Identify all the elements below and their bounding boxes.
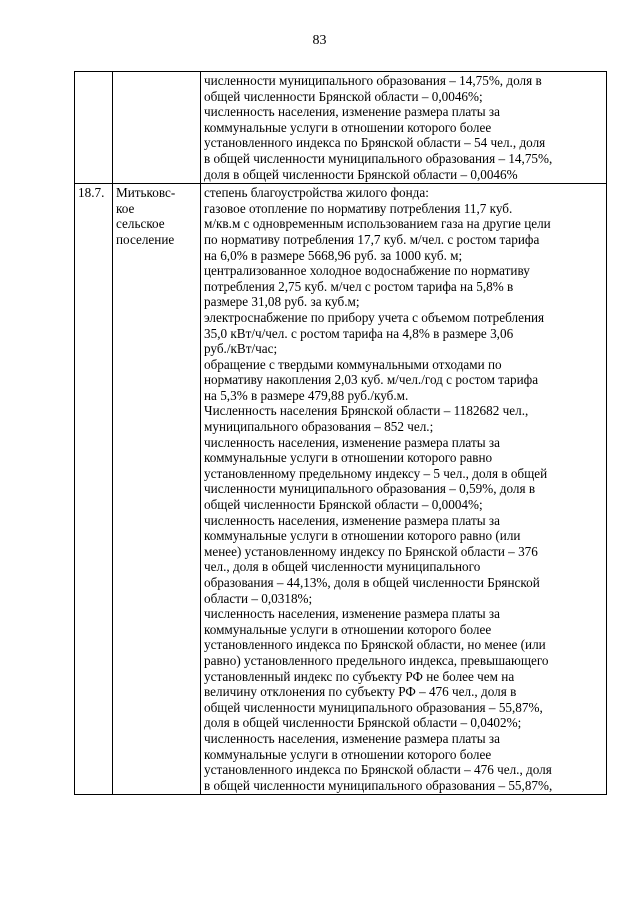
description-line: численность населения, изменение размера платы за	[204, 512, 500, 528]
description-line: руб./кВт/час;	[204, 341, 278, 357]
description-line: коммунальные услуги в отношении которого равно	[204, 450, 493, 466]
description-line: размере 31,08 руб. за куб.м;	[204, 294, 360, 310]
description-line: численность населения, изменение размера платы за	[204, 104, 500, 120]
description-line: коммунальные услуги в отношении которого более	[204, 119, 492, 135]
description-line: установленного индекса по Брянской области, но менее (или	[204, 637, 546, 653]
description-line: доля в общей численности Брянской области – 0,0046%	[204, 166, 518, 182]
description-line: коммунальные услуги в отношении которого более	[204, 621, 492, 637]
description-line: установленному предельному индексу – 5 чел., доля в общей	[204, 465, 548, 481]
description-line: установленного индекса по Брянской области – 54 чел., доля	[204, 135, 546, 151]
description-line: численность населения, изменение размера платы за	[204, 434, 500, 450]
description-line: общей численности муниципального образования – 55,87%,	[204, 699, 543, 715]
description-line: потребления 2,75 куб. м/чел с ростом тарифа на 5,8% в	[204, 278, 514, 294]
description-line: области – 0,0318%;	[204, 590, 313, 606]
description-line: численность населения, изменение размера платы за	[204, 606, 500, 622]
table-body	[75, 72, 607, 795]
description-cell	[201, 184, 607, 795]
municipality-name-line: сельское	[116, 216, 165, 232]
table-row	[75, 184, 607, 795]
description-line: на 6,0% в размере 5668,96 руб. за 1000 куб. м;	[204, 247, 463, 263]
description-line: равно) установленного предельного индекса, превышающего	[204, 652, 549, 668]
description-line: общей численности Брянской области – 0,0046%;	[204, 88, 483, 104]
description-line: газовое отопление по нормативу потребления 11,7 куб.	[204, 200, 513, 216]
description-line: численности муниципального образования – 14,75%, доля в	[204, 73, 542, 88]
row-number-cell: 18.7.	[75, 184, 113, 795]
description-line: образования – 44,13%, доля в общей численности Брянской	[204, 575, 540, 590]
description-line: по нормативу потребления 17,7 куб. м/чел. с ростом тарифа	[204, 231, 540, 247]
description-line: общей численности Брянской области – 0,0004%;	[204, 497, 483, 513]
document-table	[74, 71, 607, 795]
description-line: в общей численности муниципального образования – 55,87%,	[204, 777, 553, 793]
description-line: коммунальные услуги в отношении которого равно (или	[204, 528, 521, 544]
description-line: доля в общей численности Брянской области – 0,0402%;	[204, 715, 522, 731]
description-line: нормативу накопления 2,03 куб. м/чел./год с ростом тарифа	[204, 372, 539, 388]
description-line: в общей численности муниципального образования – 14,75%,	[204, 150, 553, 166]
municipality-name-line: кое	[116, 200, 135, 216]
municipality-name-line: поселение	[116, 231, 175, 247]
municipality-name-cell	[113, 184, 201, 795]
description-line: чел., доля в общей численности муниципального	[204, 559, 481, 575]
row-number-cell	[75, 72, 113, 184]
description-line: Численность населения Брянской области – 1182682 чел.,	[204, 403, 529, 419]
municipality-name-line: Митьковс-	[116, 185, 176, 201]
municipality-name-cell	[113, 72, 201, 184]
description-line: электроснабжение по прибору учета с объемом потребления	[204, 309, 545, 325]
description-line: величину отклонения по субъекту РФ – 476 чел., доля в	[204, 684, 517, 700]
description-line: на 5,3% в размере 479,88 руб./куб.м.	[204, 387, 409, 403]
description-line: муниципального образования – 852 чел.;	[204, 419, 434, 435]
description-line: централизованное холодное водоснабжение по нормативу	[204, 263, 530, 279]
description-line: численность населения, изменение размера платы за	[204, 730, 500, 746]
description-cell	[201, 72, 607, 184]
description-line: м/кв.м с одновременным использованием газа на другие цели	[204, 216, 551, 232]
description-line: менее) установленному индексу по Брянской области – 376	[204, 543, 538, 559]
page-number: 83	[312, 33, 327, 48]
description-line: коммунальные услуги в отношении которого более	[204, 746, 492, 762]
description-line: численности муниципального образования – 0,59%, доля в	[204, 481, 536, 497]
description-line: установленного индекса по Брянской области – 476 чел., доля	[204, 762, 552, 778]
description-line: установленный индекс по субъекту РФ не более чем на	[204, 668, 515, 684]
description-line: обращение с твердыми коммунальными отходами по	[204, 356, 502, 372]
table-row	[75, 72, 607, 184]
description-line: степень благоустройства жилого фонда:	[204, 185, 429, 201]
description-line: 35,0 кВт/ч/чел. с ростом тарифа на 4,8% в размере 3,06	[204, 325, 514, 341]
